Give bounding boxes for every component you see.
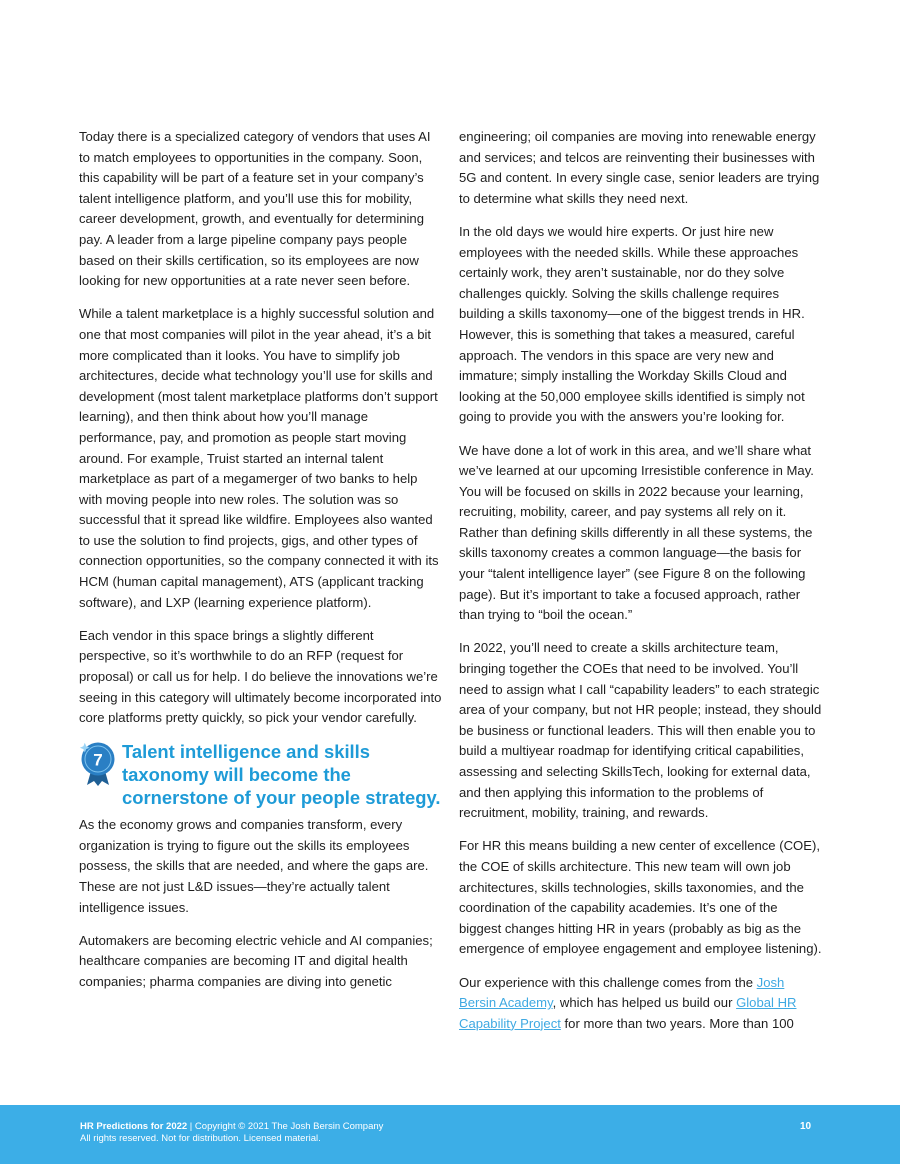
footer-title: HR Predictions for 2022 (80, 1121, 188, 1132)
paragraph: For HR this means building a new center of excellence (COE), the COE of skills architecture. This new team will own job architectures, skills technologies, skills taxonomies, and the coordination of the capability academies. It’s one of the biggest changes hitting HR in years (probably as big as the emergence of employee engagement and employee listening). (459, 838, 822, 957)
text-run: for more than two years. More than 100 (560, 1015, 794, 1031)
global-hr-capability-project-link[interactable]: Global HR Capability Project (459, 995, 797, 1031)
section-heading (79, 741, 442, 809)
paragraph: As the economy grows and companies transform, every organization is trying to figure out the skills its employees possess, the skills that are needed, and where the gaps are. These are not just L&D issues—they’re actually talent intelligence issues. (79, 817, 429, 915)
number-badge-icon (79, 741, 117, 787)
footer-copyright: Copyright © 2021 The Josh Bersin Company (194, 1121, 384, 1132)
page-number: 10 (800, 1121, 812, 1132)
section-heading-text: Talent intelligence and skills taxonomy will become the cornerstone of your people strategy. (122, 741, 441, 808)
paragraph: While a talent marketplace is a highly successful solution and one that most companies will pilot in the year ahead, it’s a bit more complicated than it looks. You have to simplify job architectures, decide what technology you’ll use for skills and development (most talent marketplace platforms don’t support learning), and then think about how you’ll manage performance, pay, and promotion as people start moving around. For example, Truist started an internal talent marketplace as part of a megamerger of two banks to help with moving people into new roles. The solution was so successful that it spread like wildfire. Employees also wanted to use the solution to find projects, gigs, and other types of connection opportunities, so the company connected it with its HCM (human capital management), ATS (applicant tracking software), and LXP (learning experience platform). (79, 306, 439, 610)
footer-separator: | (187, 1121, 195, 1132)
paragraph: Today there is a specialized category of vendors that uses AI to match employees to opportunities in the company. Soon, this capability will be part of a feature set in your company’s talent intelligence platform, and you’ll use this for mobility, career development, growth, and eventually for determining pay. A leader from a large pipeline company pays people based on their skills certification, so its employees are now looking for new opportunities at a rate never seen before. (79, 129, 431, 289)
paragraph: We have done a lot of work in this area, and we’ll share what we’ve learned at our upcoming Irresistible conference in May. You will be focused on skills in 2022 because your learning, recruiting, mobility, career, and pay systems all rely on it. Rather than defining skills differently in all these systems, the skills taxonomy creates a common language—the basis for your “talent intelligence layer” (see Figure 8 on the following page). But it’s important to take a focused approach, rather than trying to “boil the ocean.” (459, 442, 814, 623)
section-number: 7 (93, 750, 103, 770)
paragraph: Each vendor in this space brings a slightly different perspective, so it’s worthwhile to do an RFP (request for proposal) or call us for help. I do believe the innovations we’re seeing in this category will ultimately become incorporated into core platforms pretty quickly, so pick your vendor carefully. (79, 627, 442, 726)
paragraph: engineering; oil companies are moving into renewable energy and services; and telcos are reinventing their businesses with 5G and content. In every single case, senior leaders are trying to determine what skills they need next. (459, 129, 820, 206)
footer-line (80, 1121, 383, 1133)
right-column (459, 127, 822, 1047)
paragraph: In the old days we would hire experts. Or just hire new employees with the needed skills. While these approaches certainly work, they aren’t sustainable, nor do they solve challenges quickly. Solving the skills challenge requires building a skills taxonomy—one of the biggest trends in HR. However, this is something that takes a measured, careful approach. The vendors in this space are very new and immature; simply installing the Workday Skills Cloud and looking at the 50,000 employee skills identified is simply not going to provide you with the answers you’re looking for. (459, 223, 805, 425)
paragraph: Automakers are becoming electric vehicle and AI companies; healthcare companies are becoming IT and digital health companies; pharma companies are diving into genetic (79, 932, 433, 989)
josh-bersin-academy-link[interactable]: Josh Bersin Academy (459, 974, 785, 1011)
footer-rights: All rights reserved. Not for distribution. Licensed material. (80, 1133, 321, 1144)
paragraph (459, 973, 822, 1035)
text-run: Our experience with this challenge comes from the (459, 974, 757, 990)
paragraph: In 2022, you’ll need to create a skills architecture team, bringing together the COEs that need to be involved. You’ll need to assign what I call “capability leaders” to each strategic area of your company, but not HR people; instead, they should be business or functional leaders. This will then enable you to build a multiyear roadmap for identifying critical capabilities, assessing and selecting SkillsTech, looking for external data, and then applying this information to the problems of recruitment, mobility, training, and rewards. (459, 640, 822, 821)
page-footer (0, 1105, 900, 1164)
left-column (79, 127, 442, 1005)
text-run: , which has helped us build our (552, 995, 737, 1011)
